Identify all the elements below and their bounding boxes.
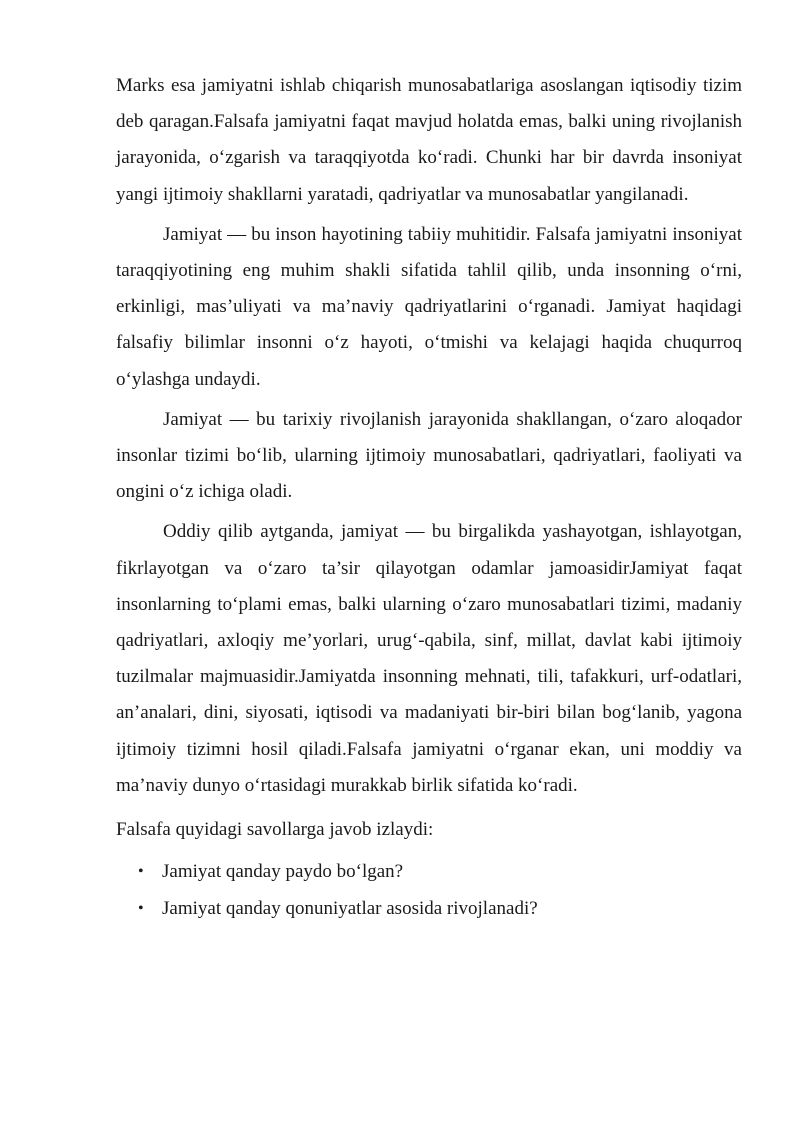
document-page <box>116 68 742 929</box>
paragraph-marks: Marks esa jamiyatni ishlab chiqarish munosabatlariga asoslangan iqtisodiy tizim deb qaragan.Falsafa jamiyatni faqat mavjud holatda emas, balki uning rivojlanish jarayonida, o‘zgarish va taraqqiyotda ko‘radi. Chunki har bir davrda insoniyat yangi ijtimoiy shakllarni yaratadi, qadriyatlar va munosabatlar yangilanadi. <box>116 75 742 205</box>
paragraph-oddiy-qilib: Oddiy qilib aytganda, jamiyat — bu birgalikda yashayotgan, ishlayotgan, fikrlayotgan va o‘zaro ta’sir qilayotgan odamlar jamoasidirJamiyat faqat insonlarning to‘plami emas, balki ularning o‘zaro munosabatlari tizimi, madaniy qadriyatlari, axloqiy me’yorlari, urug‘-qabila, sinf, millat, davlat kabi ijtimoiy tuzilmalar majmuasidir.Jamiyatda insonning mehnati, tili, tafakkuri, urf-odatlari, an’analari, dini, siyosati, iqtisodi va madaniyati bir-biri bilan bog‘lanib, yagona ijtimoiy tizimni hosil qiladi.Falsafa jamiyatni o‘rganar ekan, uni moddiy va ma’naviy dunyo o‘rtasidagi murakkab birlik sifatida ko‘radi. <box>116 521 742 796</box>
list-item-text: Jamiyat qanday paydo bo‘lgan? <box>162 861 404 883</box>
list-item-text: Jamiyat qanday qonuniyatlar asosida rivojlanadi? <box>162 898 538 920</box>
bullet-icon: • <box>138 863 144 881</box>
paragraph-jamiyat-muhit: Jamiyat — bu inson hayotining tabiiy muhitidir. Falsafa jamiyatni insoniyat taraqqiyotining eng muhim shakli sifatida tahlil qilib, unda insonning o‘rni, erkinligi, mas’uliyati va ma’naviy qadriyatlarini o‘rganadi. Jamiyat haqidagi falsafiy bilimlar insonni o‘z hayoti, o‘tmishi va kelajagi haqida chuqurroq o‘ylashga undaydi. <box>116 223 742 390</box>
list-item <box>116 891 742 927</box>
list-item <box>116 854 742 890</box>
bullet-icon: • <box>138 900 144 918</box>
question-list <box>116 854 742 927</box>
list-intro: Falsafa quyidagi savollarga javob izlaydi: <box>116 819 434 841</box>
paragraph-jamiyat-tizim: Jamiyat — bu tarixiy rivojlanish jarayonida shakllangan, o‘zaro aloqador insonlar tizimi bo‘lib, ularning ijtimoiy munosabatlari, qadriyatlari, faoliyati va ongini o‘z ichiga oladi. <box>116 408 742 503</box>
